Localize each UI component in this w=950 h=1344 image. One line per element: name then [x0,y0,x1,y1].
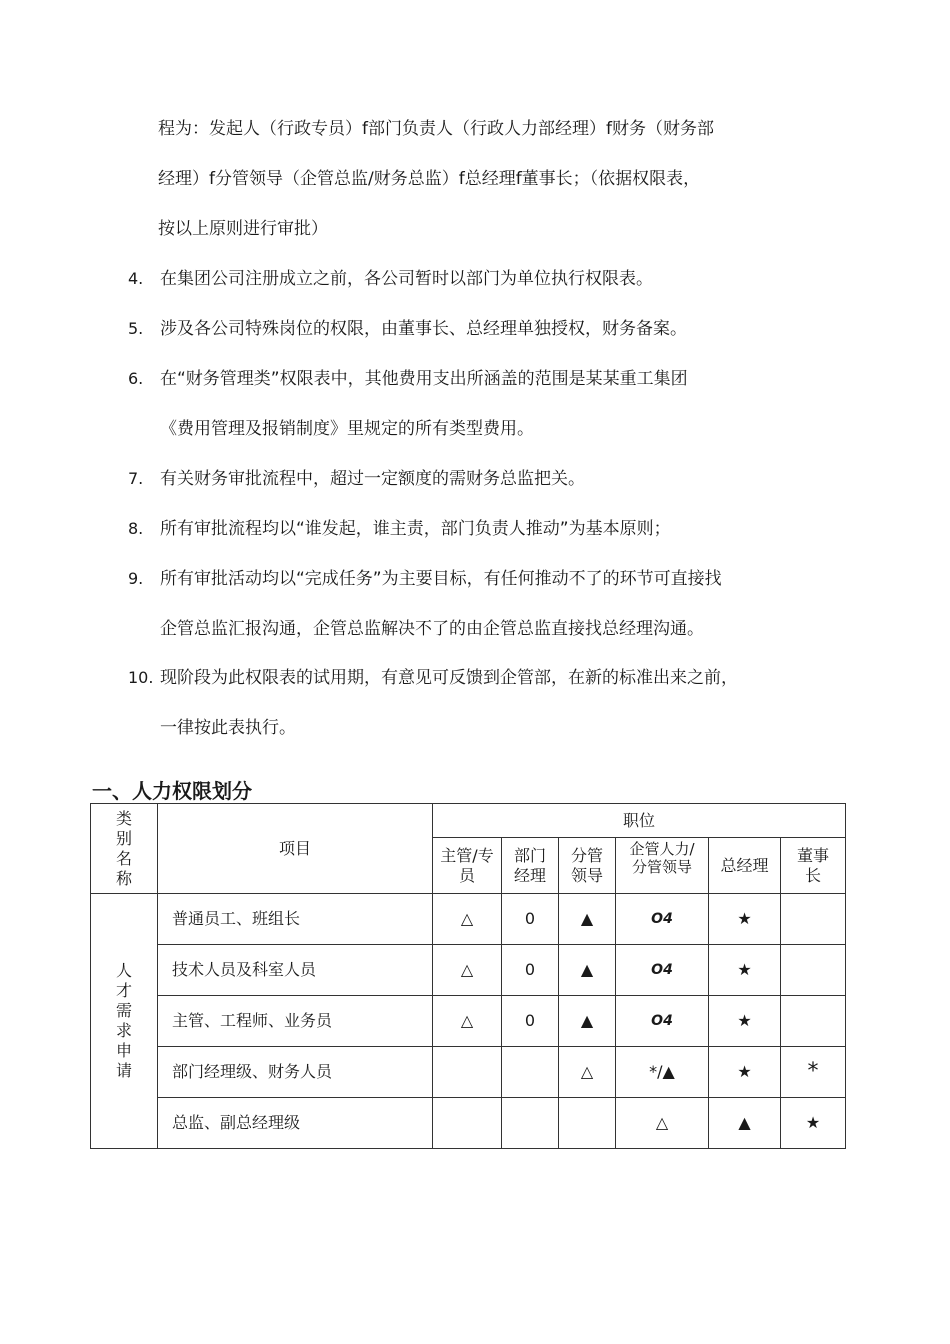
cell: △ [559,1047,616,1098]
list-item-number: 9. [128,569,144,588]
cell: △ [616,1098,709,1149]
cell: O4 [616,996,709,1047]
cell [433,1098,502,1149]
header-position: 职位 [433,804,846,838]
cell: O4 [616,894,709,945]
list-item-number: 4. [128,269,144,288]
list-item-number: 5. [128,319,144,338]
section-title: 一、人力权限划分 [92,779,252,803]
list-item-text: 所有审批活动均以“完成任务”为主要目标，有任何推动不了的环节可直接找 [160,569,722,589]
table-row [91,996,846,1047]
header-category: 类别名称 [91,804,158,894]
header-col-supervisor: 主管/专员 [433,838,502,894]
list-item-number: 7. [128,469,144,488]
cell: ★ [709,996,781,1047]
cell [502,1098,559,1149]
cell [502,1047,559,1098]
row-item: 总监、副总经理级 [158,1098,433,1149]
cell: △ [433,945,502,996]
cell: ▲ [559,945,616,996]
list-item-text: 有关财务审批流程中，超过一定额度的需财务总监把关。 [160,469,585,489]
header-col-general-manager: 总经理 [709,838,781,894]
list-item-number: 6. [128,369,144,388]
list-item-text: 一律按此表执行。 [160,718,296,738]
header-col-hr-leader: 企管人力/分管领导 [616,838,709,894]
cell [781,945,846,996]
cell [781,894,846,945]
list-item-text: 在“财务管理类”权限表中，其他费用支出所涵盖的范围是某某重工集团 [160,369,688,389]
cell: 0 [502,945,559,996]
list-item-text: 在集团公司注册成立之前，各公司暂时以部门为单位执行权限表。 [160,269,653,289]
cell: */▲ [616,1047,709,1098]
paragraph-line: 程为：发起人（行政专员）f部门负责人（行政人力部经理）f财务（财务部 [158,119,714,139]
cell: * [781,1047,846,1098]
row-item: 主管、工程师、业务员 [158,996,433,1047]
cell: O4 [616,945,709,996]
list-item-text: 所有审批流程均以“谁发起，谁主责，部门负责人推动”为基本原则； [160,519,671,539]
cell [559,1098,616,1149]
table-row [91,945,846,996]
row-item: 部门经理级、财务人员 [158,1047,433,1098]
cell: ★ [709,894,781,945]
header-col-chairman: 董事长 [781,838,846,894]
paragraph-line: 按以上原则进行审批） [158,219,328,239]
paragraph-line: 经理）f分管领导（企管总监/财务总监）f总经理f董事长；（依据权限表， [158,169,701,189]
cell [433,1047,502,1098]
row-item: 普通员工、班组长 [158,894,433,945]
header-col-dept-manager: 部门经理 [502,838,559,894]
cell: ▲ [559,894,616,945]
list-item-text: 企管总监汇报沟通，企管总监解决不了的由企管总监直接找总经理沟通。 [160,619,704,639]
list-item-number: 8. [128,519,144,538]
list-item-text: 现阶段为此权限表的试用期，有意见可反馈到企管部，在新的标准出来之前， [160,668,738,688]
cell: 0 [502,996,559,1047]
authority-table [90,803,846,1149]
cell: ★ [781,1098,846,1149]
cell: ★ [709,1047,781,1098]
cell [781,996,846,1047]
cell: ★ [709,945,781,996]
header-col-division-leader: 分管领导 [559,838,616,894]
cell: ▲ [559,996,616,1047]
table-row [91,1098,846,1149]
cell: △ [433,894,502,945]
table-row [91,894,846,945]
cell: ▲ [709,1098,781,1149]
row-item: 技术人员及科室人员 [158,945,433,996]
list-item-text: 涉及各公司特殊岗位的权限，由董事长、总经理单独授权，财务备案。 [160,319,687,339]
list-item-number: 10. [128,668,154,687]
category-cell: 人才需求申请 [91,894,158,1149]
cell: 0 [502,894,559,945]
list-item-text: 《费用管理及报销制度》里规定的所有类型费用。 [160,419,534,439]
cell: △ [433,996,502,1047]
table-row [91,1047,846,1098]
header-project: 项目 [158,804,433,894]
